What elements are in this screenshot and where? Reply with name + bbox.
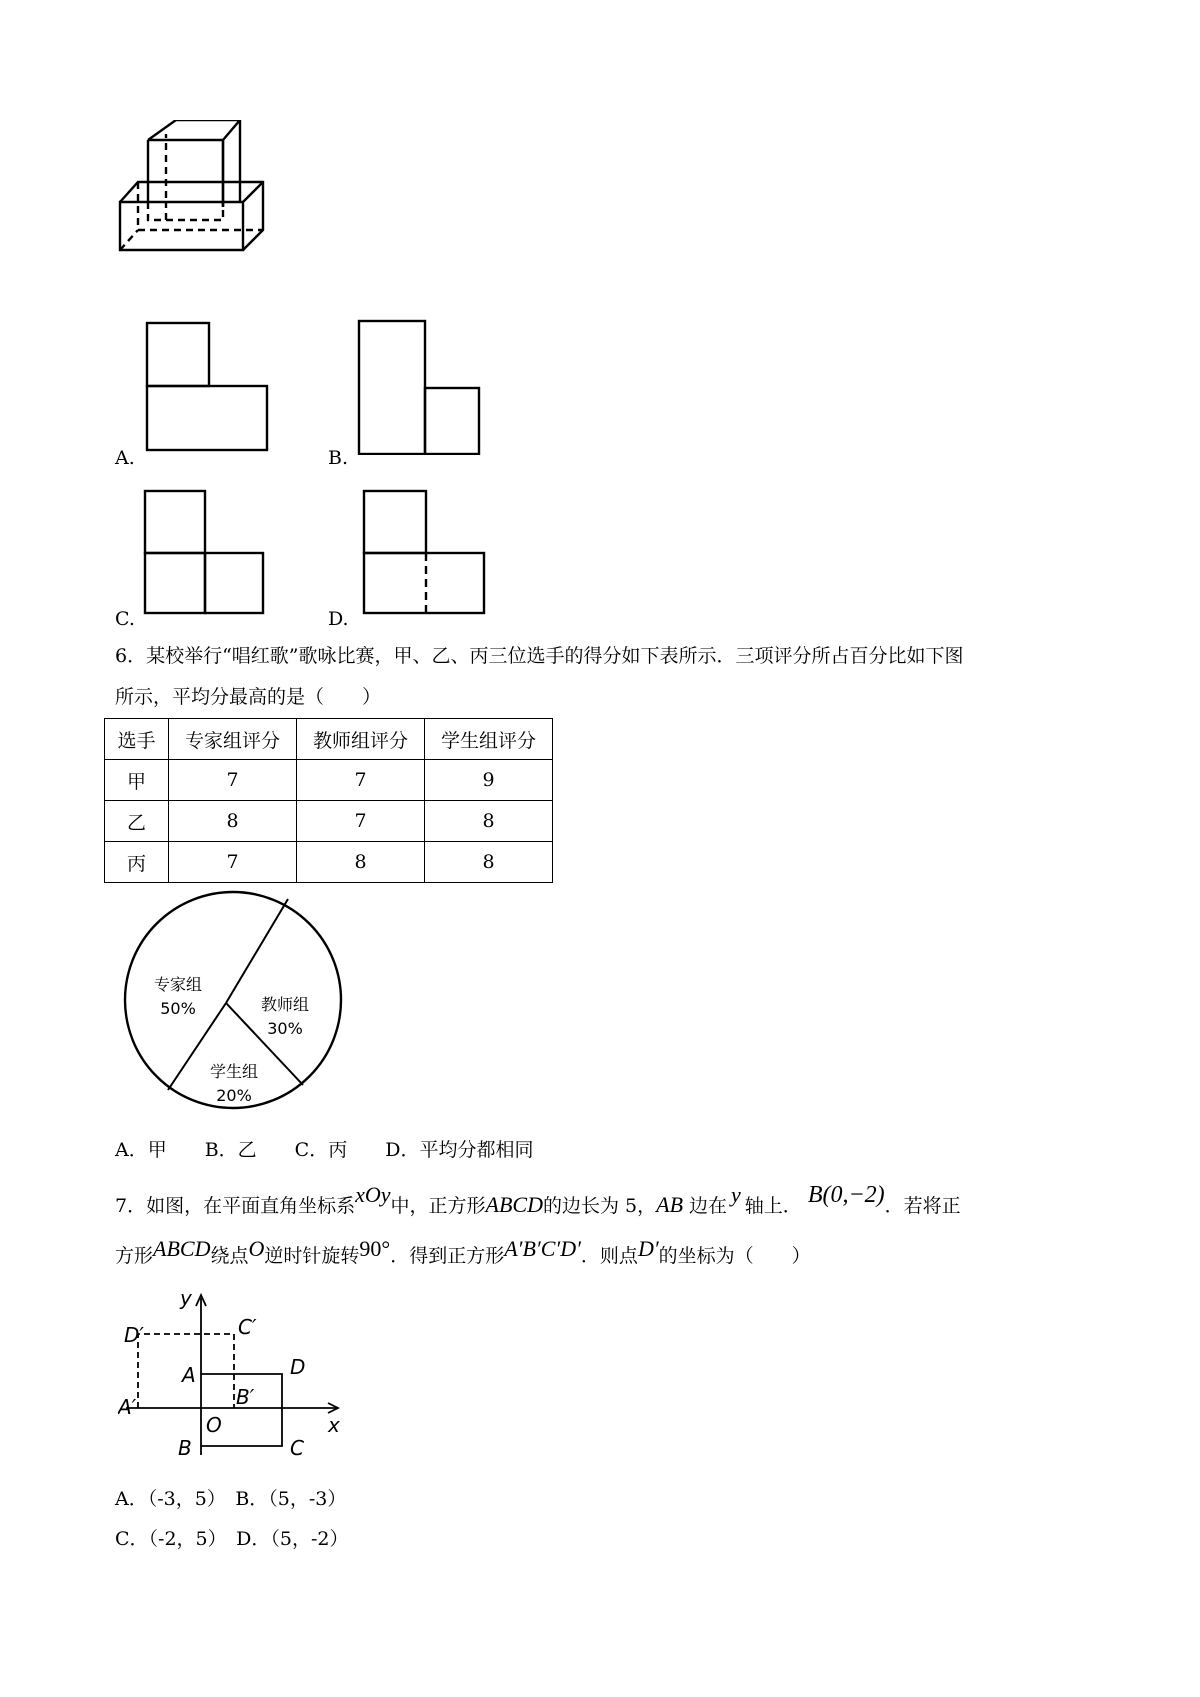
q5-option-a-figure[interactable] — [133, 320, 269, 455]
table-cell: 7 — [169, 842, 297, 883]
q5-option-d-label: D. — [328, 608, 349, 630]
pie-label-student-name: 学生组 — [209, 1062, 259, 1081]
table-header-row — [105, 719, 553, 760]
table-cell: 9 — [425, 760, 553, 801]
axis-label-x: x — [328, 1413, 340, 1437]
q7-math-xoy: xOy — [355, 1182, 391, 1207]
table-cell: 甲 — [105, 760, 169, 801]
q6-score-table — [104, 718, 553, 883]
q7-text: ．若将正 — [884, 1195, 961, 1217]
q5-option-b-label: B. — [328, 447, 349, 469]
table-header-cell: 学生组评分 — [425, 719, 553, 760]
q7-text: 的边长为 5， — [542, 1195, 657, 1217]
q7-math-square-prime: A′B′C′D′ — [504, 1236, 581, 1261]
q5-option-c-label: C. — [115, 608, 135, 630]
q7-text: 方形 — [115, 1245, 154, 1267]
table-cell: 8 — [297, 842, 425, 883]
pie-label-teacher-name: 教师组 — [260, 995, 310, 1014]
point-label-c-prime: C′ — [238, 1315, 257, 1339]
q7-math-abcd: ABCD — [153, 1236, 211, 1261]
pie-label-expert-name: 专家组 — [153, 975, 203, 994]
point-label-b: B — [178, 1436, 192, 1460]
q7-text: 轴上． — [744, 1195, 802, 1217]
point-label-d-prime: D′ — [124, 1323, 144, 1347]
pie-label-expert-pct: 50% — [160, 999, 196, 1018]
point-label-a: A — [182, 1363, 196, 1387]
q5-option-d-figure[interactable] — [360, 488, 490, 618]
table-row — [105, 842, 553, 883]
q7-text: 边在 — [689, 1195, 728, 1217]
axis-label-y: y — [180, 1290, 192, 1310]
q5-solid-figure — [118, 120, 286, 270]
table-cell: 7 — [169, 760, 297, 801]
q6-question-line1: 6．某校举行“唱红歌”歌咏比赛，甲、乙、丙三位选手的得分如下表所示．三项评分所占百分比如下图 — [115, 645, 964, 667]
pie-label-student-pct: 20% — [216, 1086, 252, 1105]
table-header-cell: 教师组评分 — [297, 719, 425, 760]
q7-text: 的坐标为（ ） — [658, 1245, 811, 1267]
table-cell: 8 — [425, 801, 553, 842]
table-row — [105, 760, 553, 801]
q7-question-line1 — [115, 1182, 961, 1218]
q7-text: 逆时针旋转 — [264, 1245, 360, 1267]
q7-coordinate-figure — [118, 1290, 348, 1465]
q7-options-row1[interactable]: A．（-3，5） B．（5，-3） — [115, 1488, 347, 1510]
table-header-cell: 选手 — [105, 719, 169, 760]
q7-text: ．得到正方形 — [390, 1245, 505, 1267]
q7-math-deg: 90° — [359, 1236, 391, 1261]
q7-math-dprime: D′ — [637, 1236, 659, 1261]
q5-option-b-figure[interactable] — [352, 318, 487, 455]
q7-question-line2 — [115, 1236, 811, 1268]
q7-math-y: y — [731, 1182, 741, 1207]
q5-option-a-label: A. — [115, 447, 135, 469]
table-cell: 8 — [169, 801, 297, 842]
q7-math-o: O — [248, 1236, 265, 1261]
table-cell: 7 — [297, 760, 425, 801]
table-row — [105, 801, 553, 842]
q6-options[interactable]: A．甲 B．乙 C．丙 D．平均分都相同 — [115, 1139, 534, 1161]
q7-math-abcd: ABCD — [485, 1192, 543, 1217]
table-cell: 7 — [297, 801, 425, 842]
q7-text: 7．如图，在平面直角坐标系 — [115, 1195, 356, 1217]
q7-text: 绕点 — [210, 1245, 249, 1267]
point-label-a-prime: A′ — [118, 1395, 137, 1419]
q6-question-line2: 所示，平均分最高的是（ ） — [115, 686, 382, 708]
table-cell: 乙 — [105, 801, 169, 842]
q5-option-c-figure[interactable] — [140, 488, 270, 618]
table-cell: 8 — [425, 842, 553, 883]
table-cell: 丙 — [105, 842, 169, 883]
pie-label-teacher-pct: 30% — [267, 1019, 303, 1038]
q7-math-b-point: B(0,−2) — [807, 1182, 885, 1208]
q6-pie-chart — [118, 885, 348, 1115]
q7-text: 中，正方形 — [390, 1195, 486, 1217]
q7-text: ．则点 — [580, 1245, 638, 1267]
q7-math-ab: AB — [656, 1192, 684, 1217]
point-label-b-prime: B′ — [236, 1385, 255, 1409]
point-label-c: C — [290, 1436, 304, 1460]
point-label-d: D — [290, 1355, 306, 1379]
point-label-o: O — [206, 1413, 222, 1437]
q7-options-row2[interactable]: C．（-2，5） D．（5，-2） — [115, 1528, 349, 1550]
table-header-cell: 专家组评分 — [169, 719, 297, 760]
